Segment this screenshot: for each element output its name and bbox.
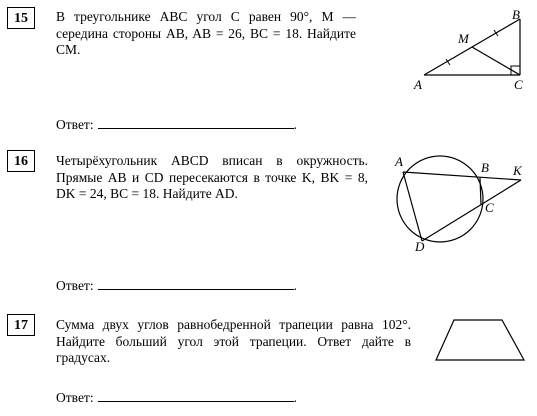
answer-row-16: Ответ: . <box>56 278 297 293</box>
answer-row-17: Ответ: . <box>56 390 297 405</box>
label-c: C <box>485 200 494 215</box>
label-m: M <box>458 31 469 46</box>
task-number-15: 15 <box>7 7 35 29</box>
figure-inscribed-quadrilateral <box>385 148 535 256</box>
task-text-17: Сумма двух углов равнобедренной трапеции равна 102°. Найдите больший угол этой трапеции. Ответ дайте в градусах. <box>56 317 411 365</box>
label-d: D <box>415 239 425 254</box>
answer-field-15[interactable] <box>98 116 294 129</box>
answer-label-16: Ответ: <box>56 278 94 293</box>
task-number-17: 17 <box>7 314 35 336</box>
label-k: K <box>513 163 522 178</box>
task-text-16: Четырёхугольник ABCD вписан в окружность. Прямые AB и CD пересекаются в точке K, BK = 8, DK = 24, BC = 18. Найдите AD. <box>56 153 368 201</box>
label-a: A <box>395 154 403 169</box>
figure-trapezoid <box>430 312 530 368</box>
label-c: C <box>514 77 523 92</box>
label-a: A <box>414 77 422 92</box>
answer-field-17[interactable] <box>98 389 294 402</box>
answer-label-17: Ответ: <box>56 390 94 405</box>
task-number-16: 16 <box>7 150 35 172</box>
answer-field-16[interactable] <box>98 277 294 290</box>
label-b: B <box>481 160 489 175</box>
answer-label-15: Ответ: <box>56 117 94 132</box>
figure-triangle-abc <box>410 5 535 95</box>
label-b: B <box>512 7 520 22</box>
task-text-15: В треугольнике ABC угол C равен 90°, M — середина стороны AB, AB = 26, BC = 18. Найдите CM. <box>56 9 356 57</box>
answer-row-15: Ответ: . <box>56 117 297 132</box>
